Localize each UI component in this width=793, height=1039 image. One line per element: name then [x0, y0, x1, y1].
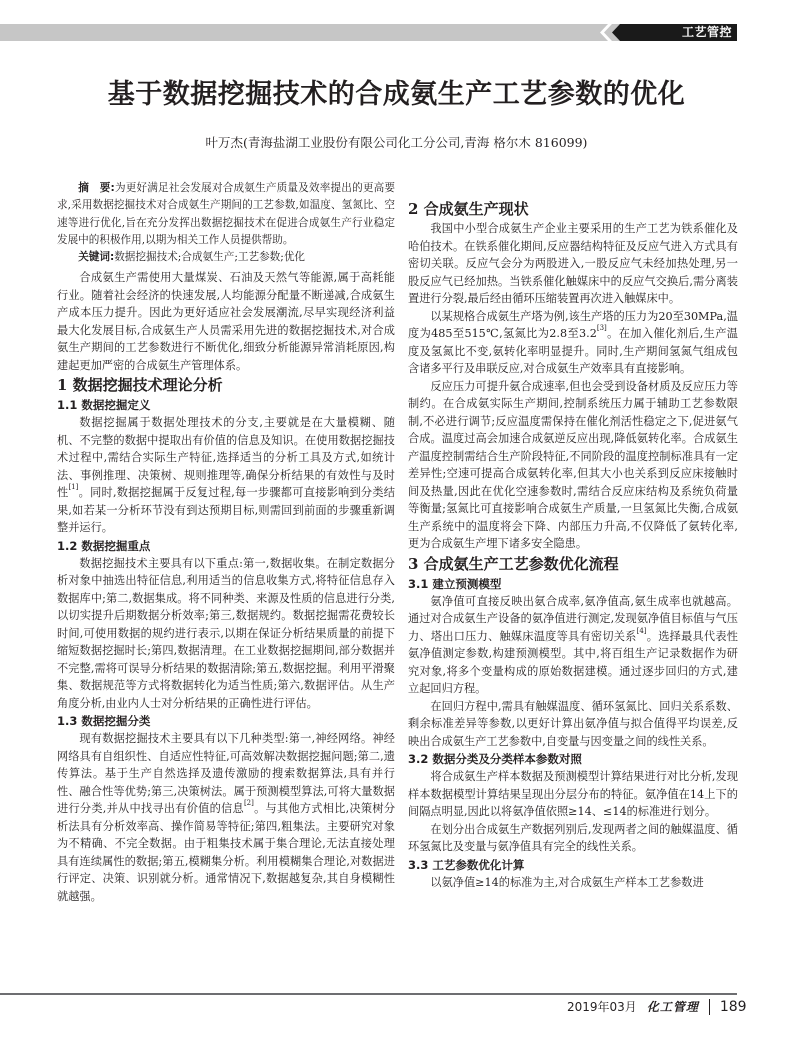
section-3-2-heading: 3.2 数据分类及分类样本参数对照	[408, 752, 582, 766]
article-title: 基于数据挖掘技术的合成氨生产工艺参数的优化	[107, 79, 686, 110]
abstract-label: 摘 要:	[78, 182, 115, 194]
right-column	[408, 198, 738, 891]
citation-ref: [4]	[636, 626, 647, 635]
keywords-text: 数据挖掘技术;合成氨生产;工艺参数;优化	[114, 251, 306, 264]
text-run: 。在加入催化剂后,生产温度及氢氮比不变,氨转化率明显提升。同时,生产期间氢氮气组成包含诸多平行及串联反应,对合成氨生产效率具有直接影响。	[408, 327, 738, 375]
journal-logo: 化工管理	[646, 1000, 699, 1014]
text-run: 数据挖掘属于数据处理技术的分支,主要就是在大量模糊、随机、不完整的数据中提取出有价值的信息及知识。在使用数据挖掘技术过程中,需结合实际生产特征,选择适当的分析工具及方式,如统计法、事例推理、决策树、规则推理等,确保分析结果的有效性与及时性	[57, 416, 395, 500]
text-run: 。选择最具代表性氨净值测定参数,构建预测模型。其中,将百组生产记录数据作为研究对象,将多个变量构成的原始数据建模。通过逐步回归的方式,建立起回归方程。	[408, 629, 738, 695]
section-1-2-paragraph: 数据挖掘技术主要具有以下重点:第一,数据收集。在制定数据分析对象中抽选出特征信息,利用适当的信息收集方式,将特征信息存入数据库中;第二,数据集成。将不同种类、来源及性质的信息进行分类,以切实提升后期数据分析效率;第三,数据规约。数据挖掘需花费较长时间,可使用数据的规约进行表示,以期在保证分析结果质量的前提下缩短数据挖掘时长;第四,数据清理。在工业数据挖掘期间,部分数据并不完整,需将可误导分析结果的数据清除;第五,数据挖掘。利用平滑聚集、数据规范等方式将数据转化为适当性质;第六,数据评估。从生产角度分析,由业内人士对分析结果的正确性进行评估。	[57, 556, 395, 710]
footer-divider	[709, 999, 710, 1015]
left-column	[57, 180, 395, 905]
section-1-heading: 1 数据挖掘技术理论分析	[57, 376, 223, 395]
text-run: 。与其他方式相比,决策树分析法具有分析效率高、操作简易等特征;第四,粗集法。主要研究对象为不精确、不完全数据。由于粗集技术属于集合理论,无法直接处理具有连续属性的数据;第五,模糊集分析。利用模糊集合理论,对数据进行评定、决策、识别就分析。通常情况下,数据越复杂,其自身模糊性就越强。	[57, 802, 396, 903]
section-3-heading: 3 合成氨生产工艺参数优化流程	[408, 554, 619, 573]
section-3-3-heading: 3.3 工艺参数优化计算	[408, 857, 525, 872]
section-1-1-heading: 1.1 数据挖掘定义	[57, 398, 151, 413]
text-run: 。同时,数据挖掘属于反复过程,每一步骤都可直接影响到分类结果,如若某一分析环节没有到达预期目标,则需回到前面的步骤重新调整并运行。	[57, 486, 395, 535]
page-footer	[567, 998, 747, 1015]
issue-date: 2019年03月	[567, 1000, 637, 1014]
section-label: 工艺管控	[681, 25, 732, 39]
section-1-1-paragraph	[57, 414, 395, 537]
keywords-label: 关键词:	[78, 251, 115, 264]
text-run: 氨净值可直接反映出氨合成率,氨净值高,氨生成率也就越高。通过对合成氨生产设备的氨净值进行测定,发现氨净值目标值与气压力、塔出口压力、触媒床温度等具有密切关系	[408, 594, 738, 643]
keywords	[57, 249, 395, 266]
section-2-heading: 2 合成氨生产现状	[408, 200, 529, 218]
section-1-2-heading: 1.2 数据挖掘重点	[57, 538, 151, 553]
section-2-paragraph-3: 反应压力可提升氨合成速率,但也会受到设备材质及反应压力等制约。在合成氨实际生产期间,控制系统压力属于辅助工艺参数限制,不必进行调节;反应温度需保持在催化剂活性稳定之下,促进氨气合成。温度过高会加速合成氨逆反应出现,降低氨转化率。合成氨生产温度控制需结合生产阶段特征,不同阶段的温度控制标准具有一定差异性;空速可提高合成氨转化率,但其大小也关系到反应床接触时间及热量,因此在优化空速参数时,需结合反应床结构及系统负荷量等衡量;氢氮比可直接影响合成氨生产质量,一旦氢氮比失衡,合成氨生产系统中的温度将会下降、内部压力升高,不仅降低了氨转化率,更为合成氨生产埋下诸多安全隐患。	[408, 379, 738, 550]
author-line: 叶万杰(青海盐湖工业股份有限公司化工分公司,青海 格尔木 816099)	[205, 135, 588, 150]
abstract-text: 为更好满足社会发展对合成氨生产质量及效率提出的更高要求,采用数据挖掘技术对合成氨生产期间的工艺参数,如温度、氢氮比、空速等进行优化,旨在充分发挥出数据挖掘技术在促进合成氨生产行业稳定发展中的积极作用,以期为相关工作人员提供帮助。	[57, 182, 395, 246]
section-3-1-paragraph-2: 在回归方程中,需具有触媒温度、循环氢氮比、回归关系系数、剩余标准差异等参数,以更好计算出氨净值与拟合值得平均误差,反映出合成氨生产工艺参数中,自变量与因变量之间的线性关系。	[408, 699, 738, 748]
section-1-3-paragraph	[57, 730, 395, 905]
section-3-1-heading: 3.1 建立预测模型	[408, 576, 502, 591]
section-2-paragraph-1: 我国中小型合成氨生产企业主要采用的生产工艺为铁系催化及哈伯技术。在铁系催化期间,反应器结构特征及反应气进入方式具有密切关联。反应气会分为两股进入,一股反应气未经加热处理,另一股反应气已经加热。当铁系催化触媒床中的反应气交换后,需分离装置进行分裂,最后经由循环压缩装置再次进入触媒床中。	[408, 222, 738, 305]
text-run: 现有数据挖掘技术主要具有以下几种类型:第一,神经网络。神经网络具有自组织性、自适应性特征,可高效解决数据挖掘问题;第二,遗传算法。基于生产自然选择及遗传激励的搜索数据算法,具有并行性、融合性等优势;第三,决策树法。属于预测模型算法,可将大量数据进行分类,并从中找寻出有价值的信息	[57, 732, 395, 816]
section-3-1-paragraph-1	[408, 593, 738, 698]
footer-rule	[0, 993, 737, 995]
abstract	[57, 180, 395, 249]
citation-ref: [2]	[243, 799, 254, 808]
text-run: 以某规格合成氨生产塔为例,该生产塔的压力为20至30MPa,温度为485至515℃,氢氮比为2.8至3.2	[408, 309, 738, 340]
section-1-3-heading: 1.3 数据挖掘分类	[57, 714, 151, 729]
section-3-2-paragraph-1: 将合成氨生产样本数据及预测模型计算结果进行对比分析,发现样本数据模型计算结果呈现出分层分布的特征。氨净值在14上下的间隔点明显,因此以将氨净值依照≥14、≤14的标准进行划分。	[408, 770, 738, 818]
intro-paragraph: 合成氨生产需使用大量煤炭、石油及天然气等能源,属于高耗能行业。随着社会经济的快速发展,人均能源分配量不断递减,合成氨生产成本压力提升。因此为更好适应社会发展潮流,尽早实现经济利益最大化发展目标,合成氨生产人员需采用先进的数据挖掘技术,对合成氨生产期间的工艺参数进行不断优化,细致分析能源异常消耗原因,构建起更加严密的合成氨生产管理体系。	[57, 271, 395, 372]
section-3-2-paragraph-2: 在划分出合成氨生产数据列别后,发现两者之间的触媒温度、循环氢氮比及变量与氨净值具有完全的线性关系。	[408, 822, 738, 853]
section-3-3-paragraph: 以氨净值≥14的标准为主,对合成氨生产样本工艺参数进	[430, 875, 704, 889]
citation-ref: [3]	[596, 324, 607, 332]
section-2-paragraph-2	[408, 308, 738, 378]
citation-ref: [1]	[68, 483, 79, 492]
page-number: 189	[719, 998, 747, 1015]
